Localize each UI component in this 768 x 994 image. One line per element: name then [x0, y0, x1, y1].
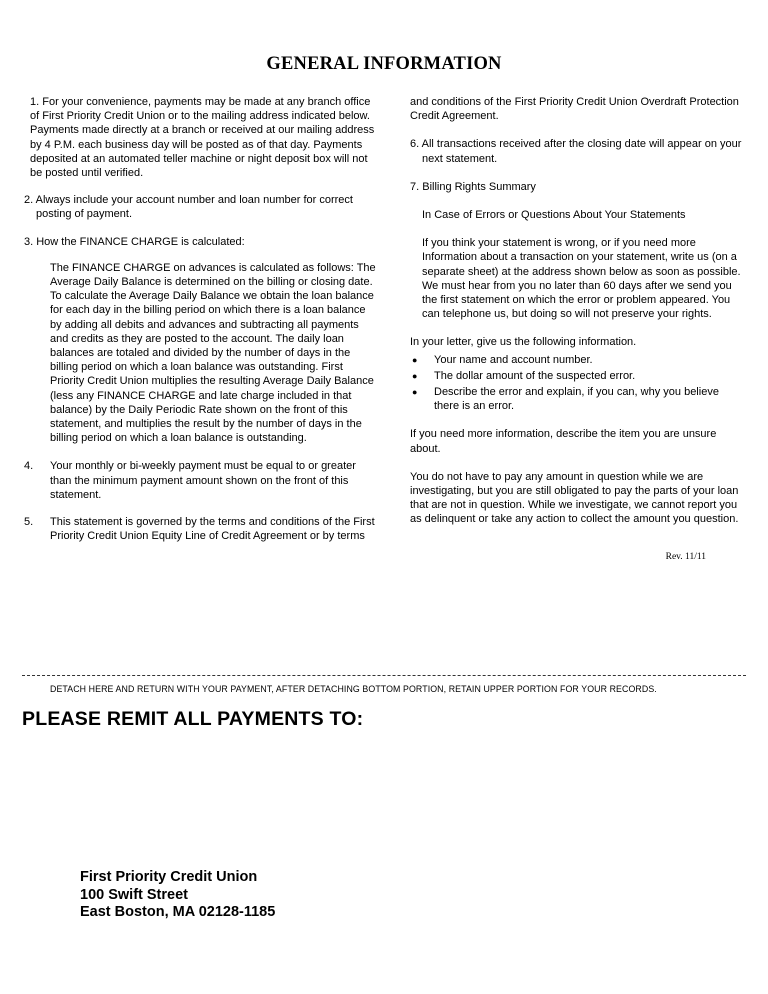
item-5-text: This statement is governed by the terms and conditions of the First Priority Credit Union Equity Line of Credit Agreement or by terms: [50, 516, 375, 543]
agreement-continuation: and conditions of the First Priority Credit Union Overdraft Protection Credit Agreement.: [410, 96, 739, 123]
item-7: 7. Billing Rights Summary: [410, 180, 536, 193]
no-pay-paragraph: You do not have to pay any amount in question while we are investigating, but you are still obligated to pay the parts of your loan that are not in question. While we investigate, we cannot report you as delinquent or take any action to collect the amount you question.: [410, 470, 739, 526]
more-info-paragraph: If you need more information, describe the item you are unsure about.: [410, 428, 717, 455]
item-1: 1. For your convenience, payments may be made at any branch office of First Priority Credit Union or to the mailing address indicated below. Payments made directly at a branch or received at our mailing address by 4 P.M. each business day will be posted as of that day. Payments deposited at an automated teller machine or night deposit box will not be posted until verified.: [30, 96, 375, 180]
bullet-icon: ●: [412, 370, 418, 381]
info-list: [410, 353, 744, 414]
letter-intro: In your letter, give us the following information.: [410, 336, 637, 349]
left-column: [24, 95, 376, 556]
item-4: [24, 459, 376, 502]
item-5: [24, 515, 376, 543]
errors-paragraph: If you think your statement is wrong, or if you need more Information about a transaction on your statement, write us (on a separate sheet) at the address shown below as soon as possible. We must hear from you no later than 60 days after we send you the first statement on which the error or problem appeared. You can telephone us, but doing so will not preserve your rights.: [422, 237, 741, 321]
item-4-text: Your monthly or bi-weekly payment must be equal to or greater than the minimum payment amount shown on the front of this statement.: [50, 460, 356, 501]
errors-subheading: In Case of Errors or Questions About Your Statements: [422, 209, 686, 222]
address-city: East Boston, MA 02128-1185: [80, 904, 276, 920]
item-3: 3. How the FINANCE CHARGE is calculated:: [24, 235, 245, 248]
item-4-number: 4.: [24, 460, 34, 473]
list-item: ● Describe the error and explain, if you can, why you believe there is an error.: [412, 386, 719, 413]
revision-label: Rev. 11/11: [665, 552, 706, 562]
item-2: 2. Always include your account number and loan number for correct posting of payment.: [24, 194, 353, 221]
mailing-address: [80, 869, 275, 922]
page-title: GENERAL INFORMATION: [266, 54, 502, 74]
list-item: ● The dollar amount of the suspected error.: [412, 369, 636, 382]
address-name: First Priority Credit Union: [80, 869, 258, 885]
list-item: ● Your name and account number.: [412, 353, 593, 366]
remit-heading: PLEASE REMIT ALL PAYMENTS TO:: [22, 708, 364, 730]
item-5-number: 5.: [24, 516, 34, 529]
detach-instructions: DETACH HERE AND RETURN WITH YOUR PAYMENT, AFTER DETACHING BOTTOM PORTION, RETAIN UPPER PORTION FOR YOUR RECORDS.: [50, 684, 657, 694]
bullet-icon: ●: [412, 387, 418, 398]
item-6: 6. All transactions received after the closing date will appear on your next statement.: [410, 138, 742, 165]
finance-charge-explanation: The FINANCE CHARGE on advances is calculated as follows: The Average Daily Balance is determined on the billing or closing date. To calculate the Average Daily Balance we obtain the loan balance for each day in the billing period on which there is a loan balance by adding all debits and advances and subtracting all payments and credits as they are posted to the account. The daily loan balances are totaled and divided by the number of days in the billing period on which a loan balance was outstanding. First Priority Credit Union multiplies the resulting Average Daily Balance (less any FINANCE CHARGE and late charge included in that balance) by the Daily Periodic Rate shown on the front of this statement, and multiplies the result by the number of days in the billing period on which a loan balance is outstanding.: [50, 261, 376, 445]
address-street: 100 Swift Street: [80, 886, 188, 903]
detach-divider: [22, 675, 746, 676]
bullet-icon: ●: [412, 354, 418, 365]
right-column: [410, 95, 744, 541]
